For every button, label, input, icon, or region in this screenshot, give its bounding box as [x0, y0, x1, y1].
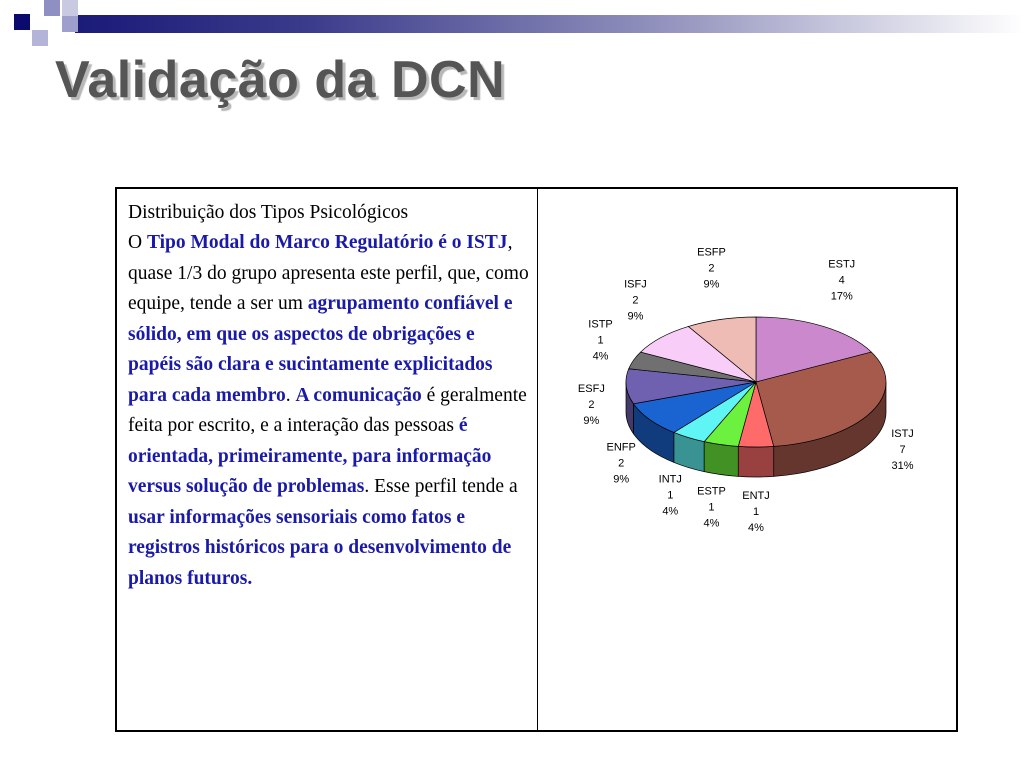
- pie-label-value: 2: [708, 262, 715, 275]
- description-paragraph: [128, 228, 529, 594]
- pie-label-name: ESFP: [697, 246, 726, 259]
- pie-label-name: ISTP: [588, 318, 613, 331]
- para-segment: , quase 1/3 do grupo apresenta este perfil, que, como equipe, tende a ser um: [128, 232, 529, 314]
- para-highlight: A comunicação: [295, 384, 422, 406]
- para-segment: O: [128, 232, 147, 253]
- pie-label-isfj: [624, 279, 647, 323]
- pie-label-intj: [659, 473, 682, 517]
- pie-label-esfj: [578, 383, 605, 427]
- pie-label-percent: 9%: [583, 414, 600, 427]
- pie-label-value: 7: [899, 443, 906, 456]
- pie-label-percent: 4%: [592, 350, 609, 363]
- pie-label-value: 4: [838, 274, 845, 287]
- para-highlight: Tipo Modal do Marco Regulatório é o ISTJ: [146, 232, 508, 253]
- slide-title: Validação da DCN: [55, 51, 506, 109]
- pie-side-estp: [704, 442, 738, 477]
- pie-label-estj: [828, 259, 855, 303]
- pie-label-percent: 9%: [613, 473, 630, 486]
- pie-label-esfp: [697, 246, 726, 290]
- pie-label-value: 1: [708, 501, 715, 514]
- pie-tops: [626, 317, 886, 447]
- pie-label-name: INTJ: [658, 473, 682, 486]
- pie-side-entj: [738, 446, 773, 477]
- pie-label-percent: 4%: [703, 517, 720, 530]
- pie-label-enfp: [607, 441, 636, 485]
- text-cell: [117, 189, 538, 730]
- pie-label-entj: [742, 490, 770, 534]
- pie-label-name: ENTJ: [742, 490, 770, 502]
- pie-label-percent: 31%: [891, 459, 914, 472]
- cell-heading: Distribuição dos Tipos Psicológicos: [128, 202, 409, 223]
- pie-label-percent: 9%: [627, 310, 644, 323]
- pie-label-percent: 4%: [748, 522, 764, 534]
- pie-label-name: ISTJ: [891, 427, 914, 440]
- pie-label-istp: [588, 318, 612, 362]
- pie-label-name: ESTP: [697, 485, 726, 498]
- pie-label-name: ESFJ: [577, 382, 605, 395]
- content-table: [115, 187, 958, 732]
- pie-label-name: ESTJ: [828, 258, 856, 271]
- para-segment: .: [285, 384, 296, 406]
- pie-label-value: 1: [667, 489, 674, 502]
- pie-label-value: 1: [597, 334, 604, 347]
- para-highlight: usar informações sensoriais como fatos e registros históricos para o desenvolvimento de planos futuros.: [128, 506, 512, 589]
- pie-label-percent: 4%: [662, 505, 679, 518]
- pie-chart: [538, 189, 958, 729]
- chart-cell: [538, 189, 956, 730]
- para-highlight: agrupamento confiável e sólido, em que os aspectos de obrigações e papéis são clara e sucintamente explicitados para cada membro: [128, 293, 513, 406]
- header-gradient-band: [75, 15, 1024, 33]
- pie-label-percent: 9%: [703, 278, 720, 291]
- pie-label-percent: 17%: [830, 290, 853, 303]
- pie-label-name: ENFP: [606, 441, 636, 454]
- pie-label-name: ISFJ: [624, 278, 647, 291]
- pie-label-value: 1: [752, 506, 760, 518]
- para-segment: é geralmente feita por escrito, e a interação das pessoas: [128, 384, 527, 436]
- para-segment: . Esse perfil tende a: [364, 476, 518, 497]
- pie-label-value: 2: [618, 457, 625, 470]
- pie-label-value: 2: [588, 398, 595, 411]
- pie-label-value: 2: [632, 294, 639, 307]
- pie-label-estp: [697, 486, 726, 530]
- pie-label-istj: [891, 428, 914, 472]
- para-highlight: é orientada, primeiramente, para informação versus solução de problemas: [128, 415, 492, 497]
